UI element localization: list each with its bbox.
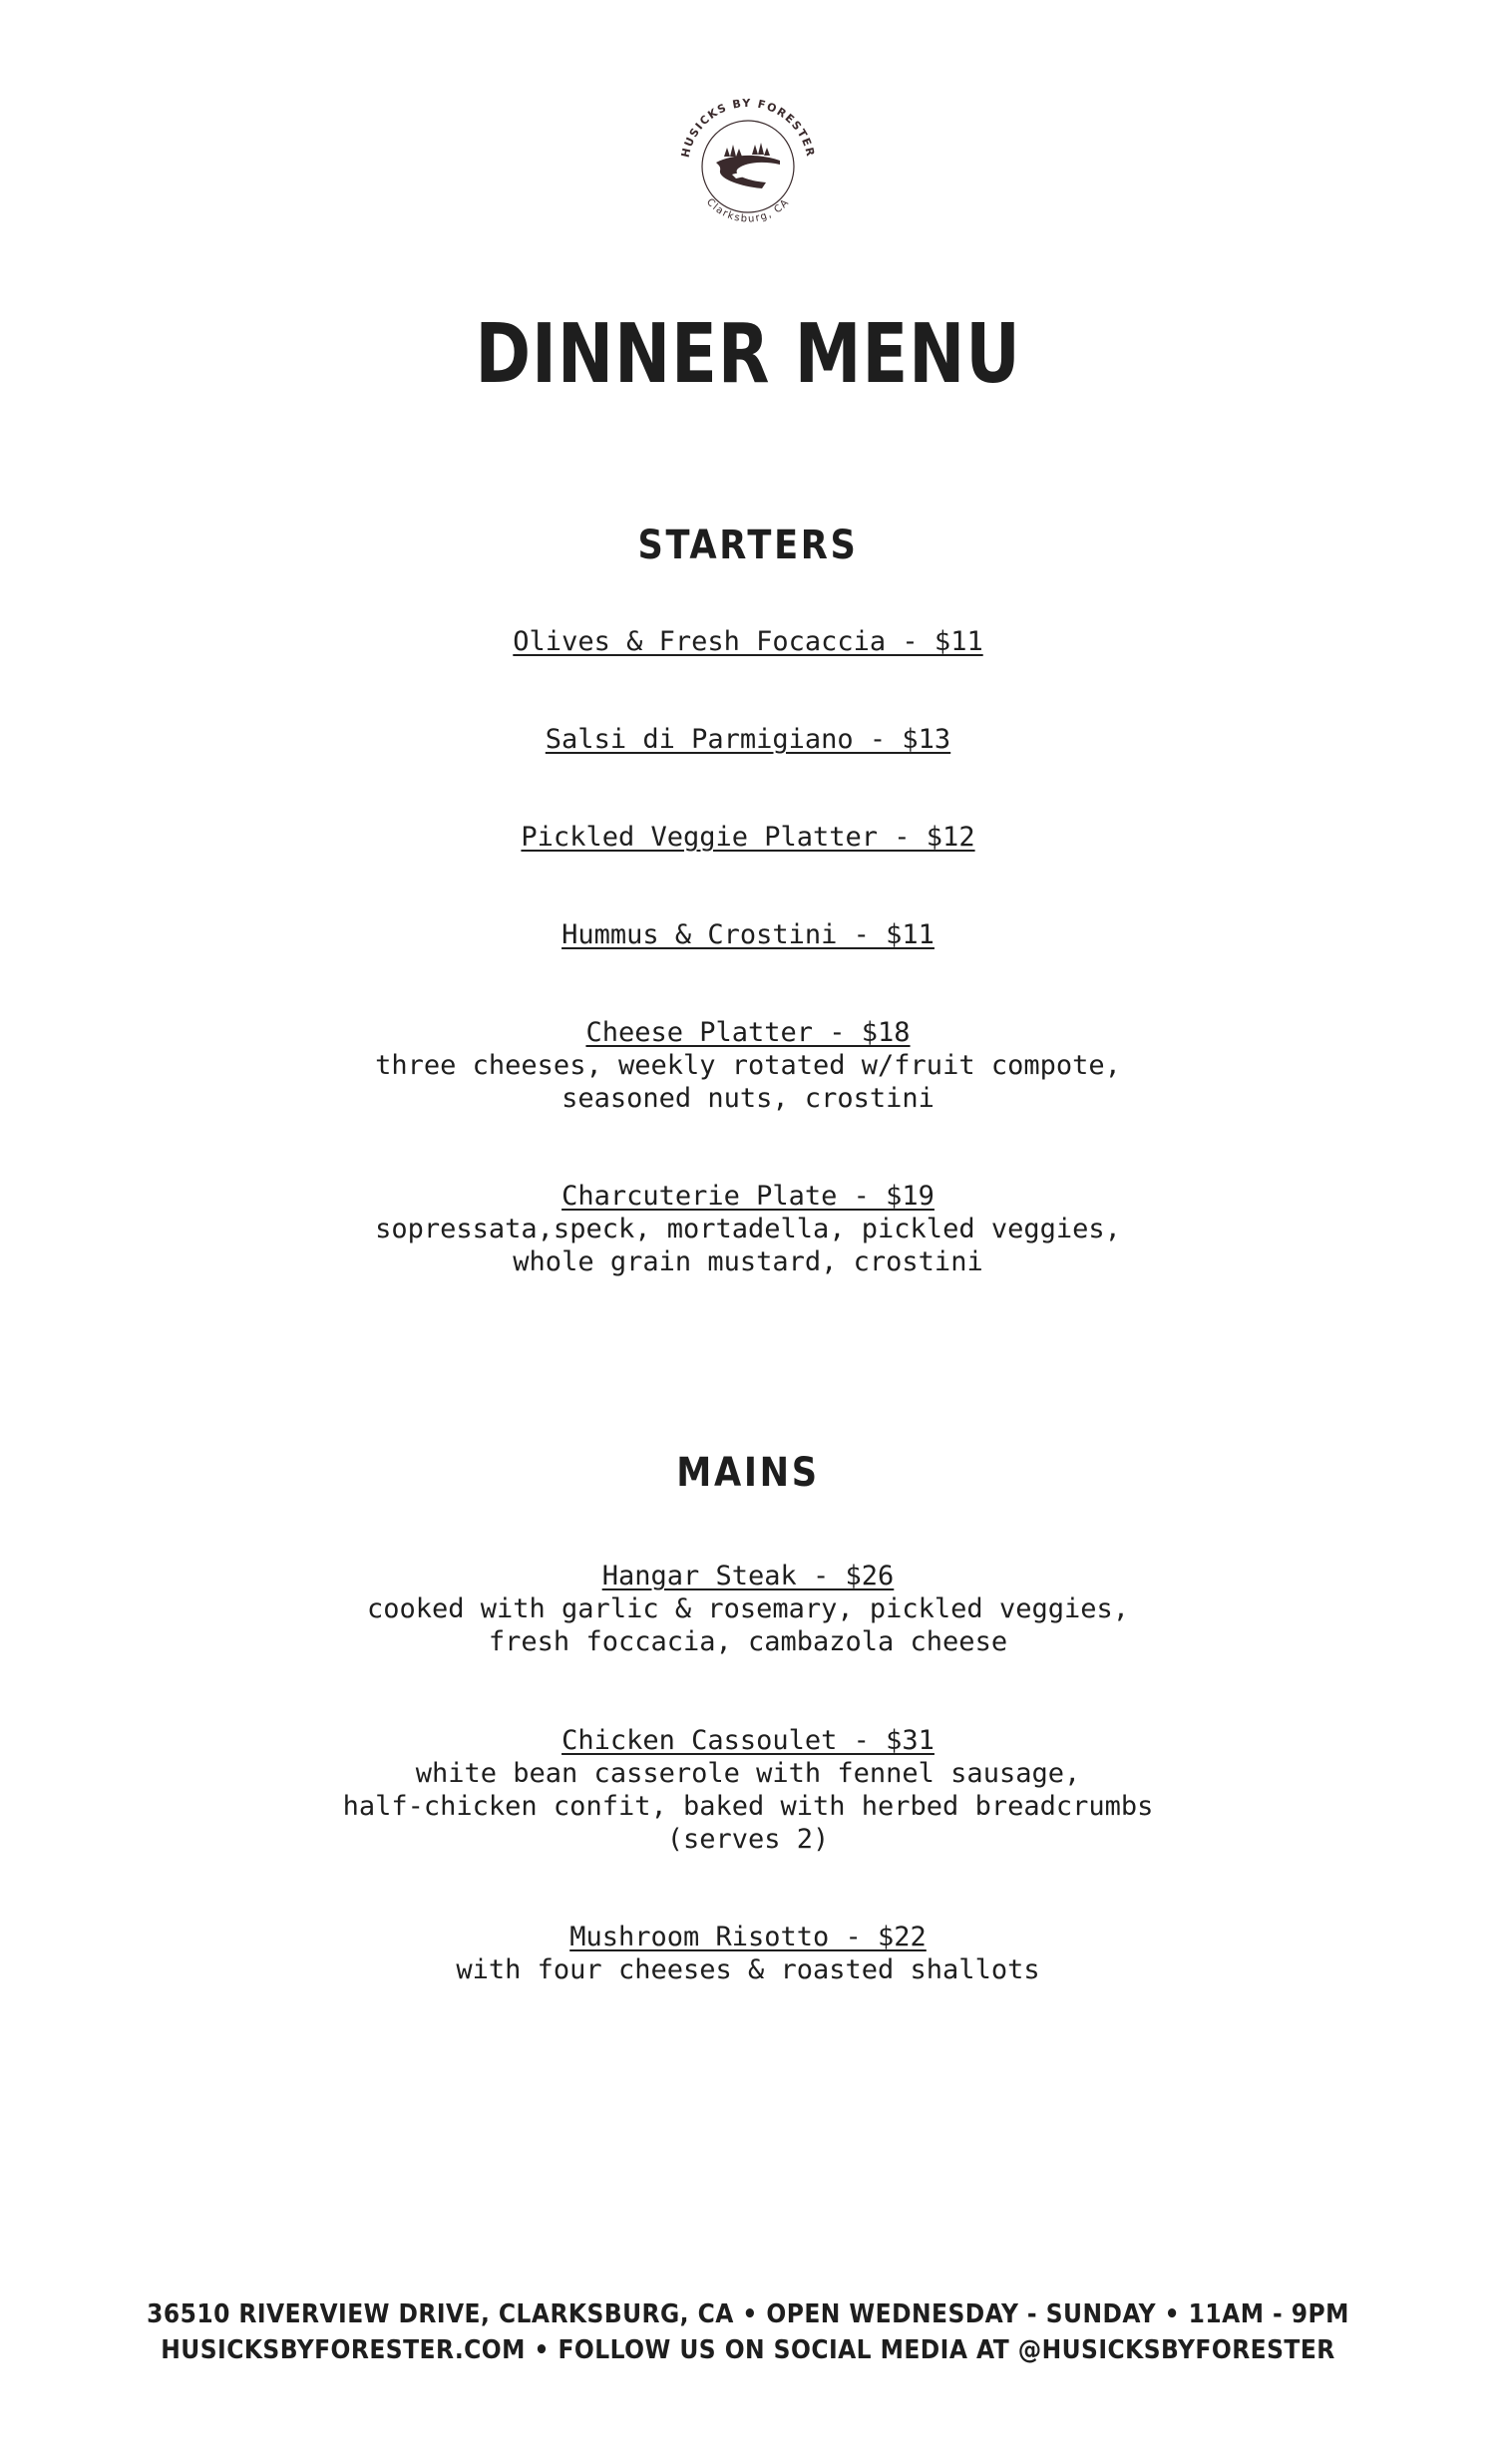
- footer-website-social: HUSICKSBYFORESTER.COM • FOLLOW US ON SOCIAL MEDIA AT @HUSICKSBYFORESTER: [161, 2335, 1335, 2365]
- menu-item: [0, 1560, 1496, 1658]
- menu-item-name: Pickled Veggie Platter - $12: [521, 822, 975, 853]
- menu-item-name: Salsi di Parmigiano - $13: [545, 724, 951, 755]
- footer-address-hours: 36510 RIVERVIEW DRIVE, CLARKSBURG, CA • OPEN WEDNESDAY - SUNDAY • 11AM - 9PM: [147, 2299, 1349, 2329]
- menu-item-name: Charcuterie Plate - $19: [561, 1181, 935, 1212]
- river-trees-emblem-icon: [716, 143, 780, 188]
- menu-item-name: Mushroom Risotto - $22: [569, 1922, 927, 1952]
- menu-item-description: sopressata,speck, mortadella, pickled veggies, whole grain mustard, crostini: [375, 1214, 1121, 1277]
- menu-item-name: Hummus & Crostini - $11: [561, 919, 935, 950]
- logo-arc-top: HUSICKS BY FORESTER: [678, 96, 818, 160]
- menu-item-description: with four cheeses & roasted shallots: [456, 1954, 1040, 1985]
- menu-item-name: Hangar Steak - $26: [601, 1561, 895, 1591]
- menu-item-name: Olives & Fresh Focaccia - $11: [513, 626, 983, 657]
- svg-text:HUSICKS BY FORESTER: [679, 97, 818, 159]
- menu-item: [0, 625, 1496, 658]
- section-title-mains: MAINS: [676, 1450, 820, 1496]
- menu-item-name: Chicken Cassoulet - $31: [561, 1725, 935, 1756]
- menu-item: [0, 821, 1496, 854]
- menu-title: DINNER MENU: [475, 307, 1021, 402]
- menu-item-description: white bean casserole with fennel sausage, half-chicken confit, baked with herbed breadcrumbs (serves 2): [342, 1758, 1154, 1855]
- menu-item: [0, 1724, 1496, 1856]
- menu-item: [0, 1180, 1496, 1278]
- menu-item: [0, 918, 1496, 951]
- logo-arc-bottom: Clarksburg, CA: [703, 196, 793, 225]
- menu-item: [0, 723, 1496, 756]
- husicks-by-forester-logo: [666, 85, 830, 248]
- section-title-starters: STARTERS: [637, 523, 859, 568]
- menu-item-description: three cheeses, weekly rotated w/fruit compote, seasoned nuts, crostini: [375, 1050, 1121, 1114]
- menu-item: [0, 1016, 1496, 1115]
- menu-item-name: Cheese Platter - $18: [585, 1017, 911, 1048]
- menu-item-description: cooked with garlic & rosemary, pickled veggies, fresh foccacia, cambazola cheese: [366, 1593, 1129, 1657]
- menu-item: [0, 1921, 1496, 1986]
